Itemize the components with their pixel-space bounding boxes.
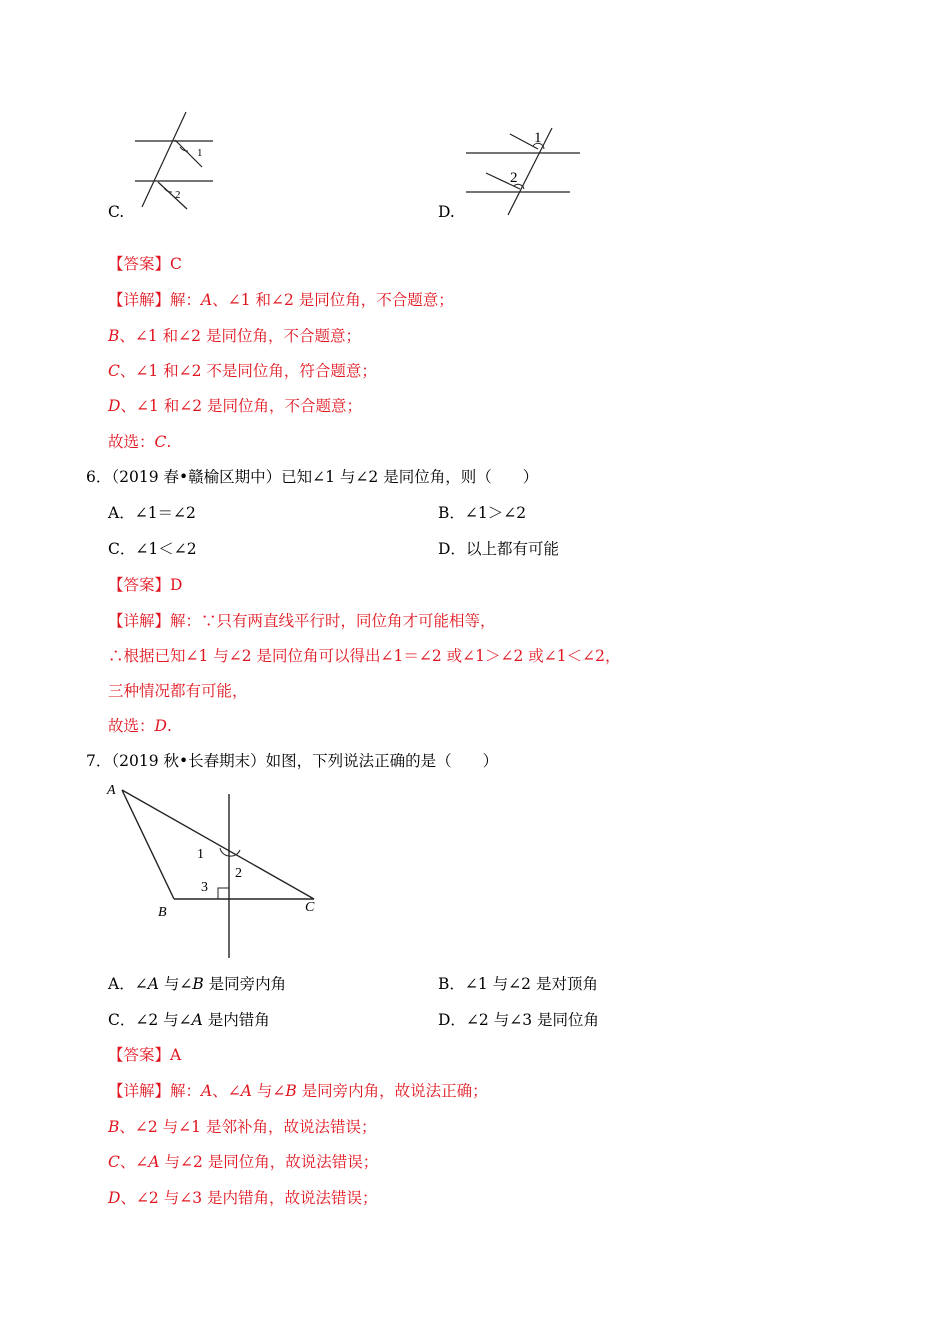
q7-detail-line-3: C、∠A 与∠2 是同位角，故说法错误； (108, 1153, 379, 1171)
option-label: A． (108, 975, 135, 993)
fig-d-label-2: 2 (510, 170, 518, 186)
q6-option-a[interactable] (108, 503, 196, 523)
option-label: B． (438, 975, 465, 993)
answer-value: C (170, 255, 182, 273)
option-label: A． (108, 504, 135, 522)
option-label: C． (108, 1011, 136, 1029)
option-text: ∠1＝∠2 (134, 504, 196, 522)
q6-answer (108, 575, 182, 595)
option-text: 以上都有可能 (465, 540, 559, 558)
q7-answer (108, 1045, 181, 1065)
option-text: ∠1 与∠2 是对顶角 (464, 975, 598, 993)
fig-c-option-label: C. (108, 203, 125, 221)
option-label: D． (438, 1011, 466, 1029)
option-label: D． (438, 540, 466, 558)
question-stem: （2019 春•赣榆区期中）已知∠1 与∠2 是同位角，则（ ） (111, 468, 539, 486)
detail-letter: A (201, 291, 213, 309)
question-stem: （2019 秋•长春期末）如图，下列说法正确的是（ ） (111, 752, 499, 770)
fig-c-label-1: 1 (197, 147, 203, 159)
detail-letter: C (108, 362, 120, 380)
q6-detail-line-1 (108, 611, 496, 631)
conclusion-letter: C (154, 433, 167, 451)
detail-text: 三种情况都有可能， (108, 682, 248, 700)
q6-option-b[interactable] (438, 503, 526, 523)
question-number: 7． (86, 752, 112, 770)
q5-detail-line-3 (108, 361, 377, 381)
detail-text: 、∠1 和∠2 是同位角，不合题意； (120, 397, 362, 415)
fig-d-label-1: 1 (534, 130, 542, 146)
q7-detail-line-2: B、∠2 与∠1 是邻补角，故说法错误； (108, 1118, 377, 1136)
answer-tag: 【答案】 (108, 255, 171, 273)
conclusion-letter: D (154, 717, 167, 735)
triangle-figure (100, 778, 330, 963)
answer-tag: 【答案】 (108, 1046, 171, 1064)
fig-d-option-label: D. (438, 203, 455, 221)
detail-text: 、∠1 和∠2 不是同位角，符合题意； (119, 362, 377, 380)
q5-conclusion (108, 432, 171, 452)
detail-tag: 【详解】 (108, 1082, 171, 1100)
q5-detail-line-4 (108, 396, 362, 416)
angle-2-label: 2 (235, 866, 242, 881)
conclusion-prefix: 故选： (108, 433, 155, 451)
angle-1-label: 1 (197, 847, 204, 862)
answer-value: A (170, 1046, 182, 1064)
answer-value: D (170, 576, 183, 594)
angle-3-label: 3 (201, 880, 208, 895)
option-text: ∠1＞∠2 (464, 504, 527, 522)
q6-option-d[interactable] (438, 539, 559, 559)
detail-text: 、∠1 和∠2 是同位角，不合题意； (119, 327, 361, 345)
detail-letter: D (108, 397, 121, 415)
detail-prefix: 解： (170, 291, 202, 309)
q5-detail-line-1 (108, 290, 454, 310)
q6-detail-line-3 (108, 681, 248, 701)
vertex-a-label: A (107, 783, 116, 798)
q7-option-c[interactable]: C．∠2 与∠A 是内错角 (108, 1011, 270, 1029)
detail-tag: 【详解】 (108, 291, 171, 309)
answer-tag: 【答案】 (108, 576, 171, 594)
q7-option-d[interactable] (438, 1010, 599, 1030)
detail-text: 解：∵只有两直线平行时，同位角才可能相等， (170, 612, 496, 630)
detail-letter: B (108, 327, 120, 345)
q6-stem (86, 467, 538, 487)
option-label: B． (438, 504, 465, 522)
vertex-c-label: C (305, 900, 315, 915)
figure-option-d (462, 125, 587, 217)
detail-text: 、∠1 和∠2 是同位角，不合题意； (212, 291, 454, 309)
question-number: 6． (86, 468, 112, 486)
q6-option-c[interactable] (108, 539, 197, 559)
detail-tag: 【详解】 (108, 612, 171, 630)
conclusion-suffix: . (166, 433, 172, 451)
q6-detail-line-2 (108, 646, 621, 666)
q7-option-a[interactable]: A．∠A 与∠B 是同旁内角 (108, 975, 287, 993)
vertex-b-label: B (158, 905, 167, 920)
conclusion-suffix: . (166, 717, 172, 735)
fig-c-label-2: 2 (175, 189, 181, 201)
q6-conclusion (108, 716, 172, 736)
option-label: C． (108, 540, 136, 558)
option-text: ∠2 与∠3 是同位角 (465, 1011, 599, 1029)
option-text: ∠1＜∠2 (135, 540, 197, 558)
q7-option-b[interactable] (438, 974, 598, 994)
detail-text: ∴根据已知∠1 与∠2 是同位角可以得出∠1＝∠2 或∠1＞∠2 或∠1＜∠2， (108, 647, 621, 665)
conclusion-prefix: 故选： (108, 717, 155, 735)
q7-stem (86, 751, 498, 771)
figure-option-c (130, 110, 220, 210)
q5-answer (108, 254, 182, 274)
q7-detail-line-1: 【详解】解：A、∠A 与∠B 是同旁内角，故说法正确； (108, 1082, 488, 1100)
q7-detail-line-4: D、∠2 与∠3 是内错角，故说法错误； (108, 1189, 378, 1207)
q5-detail-line-2 (108, 326, 361, 346)
